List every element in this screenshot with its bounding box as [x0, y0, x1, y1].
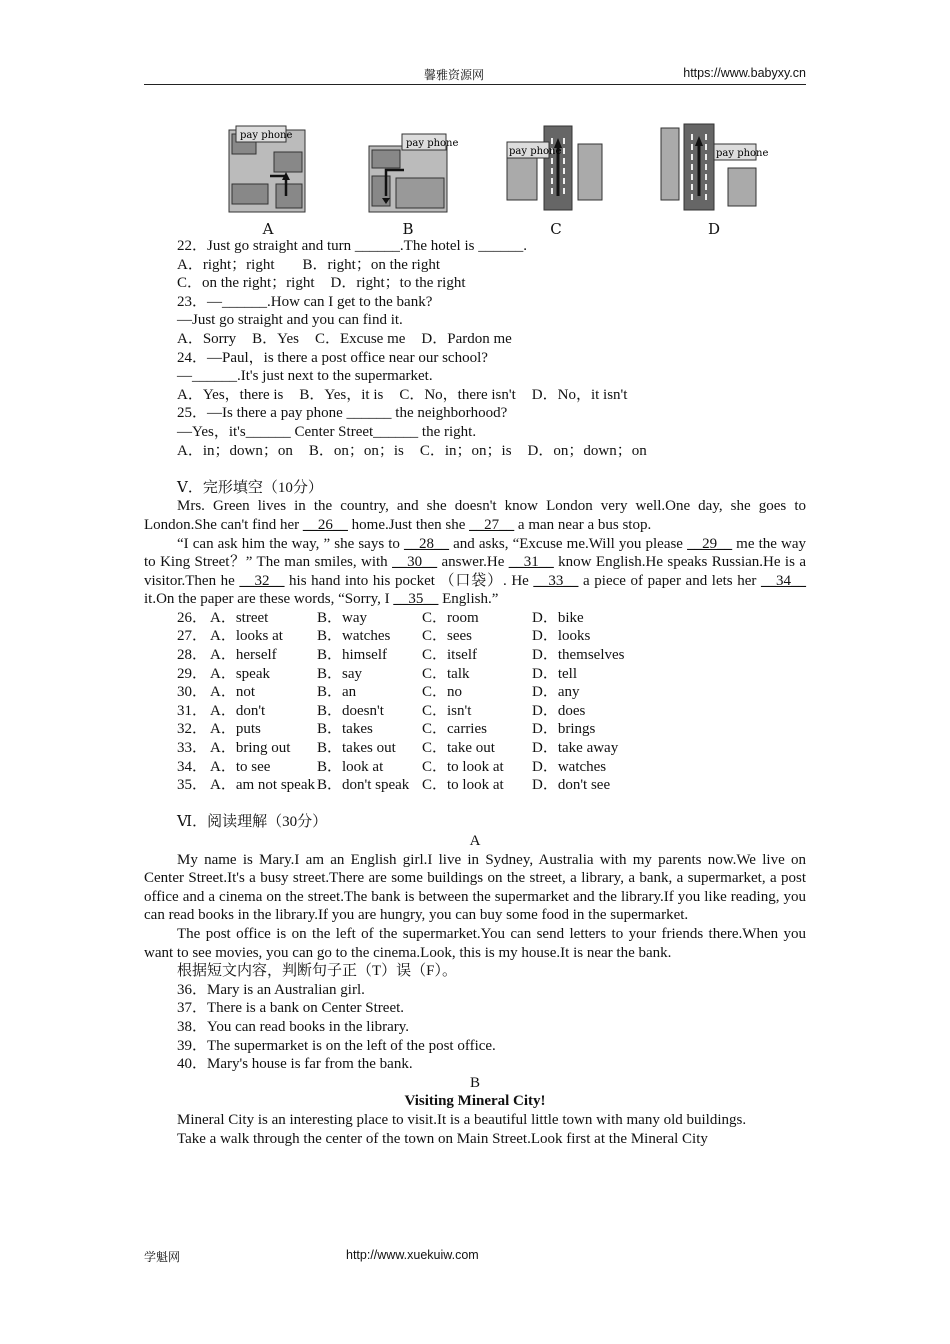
map-d — [660, 124, 769, 216]
cloze-paragraph-1: Mrs. Green lives in the country, and she doesn't know London very well.One day, she goes to London.She can't find her __26__ home.Just then she __27__ a man near a bus stop. — [144, 498, 806, 533]
cloze-option-row — [144, 609, 806, 628]
footer-site-name: 学魁网 — [144, 1250, 181, 1264]
option-a: A．looks at — [210, 628, 283, 645]
option-d: D．brings — [532, 721, 596, 738]
question-number: 27． — [177, 628, 208, 645]
option-d: D．any — [532, 684, 580, 701]
q23-options: A．Sorry B．Yes C．Excuse me D．Pardon me — [177, 330, 512, 347]
map-label-d: D — [707, 220, 721, 238]
option-d: D．take away — [532, 740, 619, 757]
pay-phone-label: pay phone — [406, 138, 459, 149]
q25-options: A．in；down；on B．on；on；is C．in；on；is D．on；down；on — [177, 442, 647, 459]
cloze-option-row — [144, 739, 806, 758]
option-a: A．speak — [210, 665, 270, 682]
pay-phone-label: pay phone — [240, 130, 293, 141]
question-number: 35． — [177, 777, 208, 794]
page-header — [144, 64, 806, 85]
question-number: 32． — [177, 721, 208, 738]
option-c: C．carries — [422, 721, 487, 738]
option-d: D．don't see — [532, 777, 611, 794]
map-b — [368, 124, 459, 216]
question-number: 33． — [177, 740, 208, 757]
question-number: 34． — [177, 758, 208, 775]
option-b: B．takes — [317, 721, 373, 738]
pay-phone-label: pay phone — [716, 148, 769, 159]
cloze-option-row — [144, 776, 806, 795]
q22-options-2: C．on the right；right D．right；to the right — [177, 275, 466, 292]
map-label-c: C — [550, 220, 562, 238]
cloze-option-row — [144, 758, 806, 777]
cloze-option-row — [144, 720, 806, 739]
map-c — [506, 124, 604, 216]
street-maps — [220, 124, 770, 240]
question-number: 28． — [177, 647, 208, 664]
option-d: D．bike — [532, 609, 584, 626]
option-b: B．way — [317, 609, 367, 626]
option-a: A．herself — [210, 647, 277, 664]
map-label-b: B — [402, 220, 414, 238]
option-a: A．to see — [210, 758, 271, 775]
option-a: A．puts — [210, 721, 261, 738]
document-body — [144, 237, 806, 1148]
reading-a-paragraph-2: The post office is on the left of the supermarket.You can send letters to your friends there.When you want to see movies, you can go to the cinema.Look, this is my house.It is near the bank. — [144, 925, 806, 961]
cloze-option-row — [144, 646, 806, 665]
option-b: B．takes out — [317, 740, 396, 757]
cloze-option-row — [144, 683, 806, 702]
option-a: A．not — [210, 684, 256, 701]
q23-line2: —Just go straight and you can find it. — [177, 312, 403, 329]
reading-a-paragraph-1: My name is Mary.I am an English girl.I live in Sydney, Australia with my parents now.We live on Center Street.It's a busy street.There are some buildings on the street, a library, a bank, a supermarket, a post office and a cinema on the street.The bank is between the supermarket and the library.If you like reading, you can read books in the library.If you are hungry, you can buy some food in the supermarket. — [144, 851, 806, 924]
question-37: 37．There is a bank on Center Street. — [177, 1000, 405, 1017]
question-number: 29． — [177, 665, 208, 682]
cloze-heading: Ⅴ．完形填空（10分） — [177, 479, 323, 496]
option-a: A．am not speak — [210, 777, 315, 794]
option-b: B．an — [317, 684, 357, 701]
cloze-option-row — [144, 665, 806, 684]
reading-b-paragraph-1: Mineral City is an interesting place to visit.It is a beautiful little town with many old buildings. — [177, 1111, 747, 1128]
option-a: A．street — [210, 609, 269, 626]
option-b: B．don't speak — [317, 777, 410, 794]
option-c: C．take out — [422, 740, 495, 757]
q22-stem: 22．Just go straight and turn ______.The hotel is ______. — [177, 238, 527, 254]
question-39: 39．The supermarket is on the left of the post office. — [177, 1037, 496, 1054]
option-b: B．say — [317, 665, 363, 682]
option-d: D．does — [532, 702, 586, 719]
question-40: 40．Mary's house is far from the bank. — [177, 1056, 413, 1073]
reading-a-label: A — [469, 833, 481, 849]
map-label-a: A — [262, 220, 274, 238]
option-c: C．to look at — [422, 758, 504, 775]
question-36: 36．Mary is an Australian girl. — [177, 981, 365, 998]
option-a: A．bring out — [210, 740, 291, 757]
option-c: C．isn't — [422, 702, 472, 719]
question-number: 31． — [177, 702, 208, 719]
q24-line1: 24．—Paul，is there a post office near our school? — [177, 349, 488, 366]
reading-b-label: B — [469, 1074, 480, 1091]
q25-line2: —Yes，it's______ Center Street______ the right. — [177, 423, 477, 440]
cloze-options — [144, 609, 806, 795]
pay-phone-label: pay phone — [509, 146, 562, 157]
q25-line1: 25．—Is there a pay phone ______ the neighborhood? — [177, 405, 508, 422]
option-d: D．themselves — [532, 647, 625, 664]
option-d: D．tell — [532, 665, 577, 682]
option-c: C．sees — [422, 628, 472, 645]
reading-b-title: Visiting Mineral City! — [404, 1093, 546, 1110]
q24-options: A．Yes，there is B．Yes，it is C．No，there isn't D．No，it isn't — [177, 386, 628, 403]
option-b: B．himself — [317, 647, 387, 664]
reading-a-instruction: 根据短文内容，判断句子正（T）误（F）。 — [177, 963, 458, 980]
q24-line2: —______.It's just next to the supermarket. — [177, 368, 433, 385]
header-site-name: 馨雅资源网 — [424, 68, 485, 82]
q22-options-1: A．right；right B．right；on the right — [177, 256, 440, 273]
q23-line1: 23．—______.How can I get to the bank? — [177, 293, 433, 310]
option-d: D．watches — [532, 758, 607, 775]
option-d: D．looks — [532, 628, 591, 645]
header-url: https://www.babyxy.cn — [683, 66, 806, 80]
cloze-paragraph-2: “I can ask him the way, ” she says to __28__ and asks, “Excuse me.Will you please __29__ me the way to King Street？” The man smiles, with __30__ answer.He __31__ know English.He speaks Russian.He is a visitor.Then he __32__ his hand into his pocket （口袋）. He __33__ a piece of paper and lets her __34__ it.On the paper are these words, “Sorry, I __35__ English.” — [144, 535, 807, 608]
option-c: C．to look at — [422, 777, 504, 794]
option-c: C．talk — [422, 665, 470, 682]
option-c: C．no — [422, 684, 463, 701]
cloze-option-row — [144, 627, 806, 646]
reading-b-paragraph-2: Take a walk through the center of the town on Main Street.Look first at the Mineral City — [177, 1130, 708, 1147]
footer-url: http://www.xuekuiw.com — [346, 1248, 479, 1262]
option-c: C．room — [422, 609, 479, 626]
option-b: B．look at — [317, 758, 384, 775]
map-a — [228, 124, 308, 216]
cloze-option-row — [144, 702, 806, 721]
option-a: A．don't — [210, 702, 266, 719]
option-b: B．doesn't — [317, 702, 384, 719]
option-b: B．watches — [317, 628, 391, 645]
question-number: 26． — [177, 609, 208, 626]
question-38: 38．You can read books in the library. — [177, 1018, 410, 1035]
question-number: 30． — [177, 684, 208, 701]
reading-heading: Ⅵ．阅读理解（30分） — [177, 814, 328, 831]
option-c: C．itself — [422, 647, 477, 664]
